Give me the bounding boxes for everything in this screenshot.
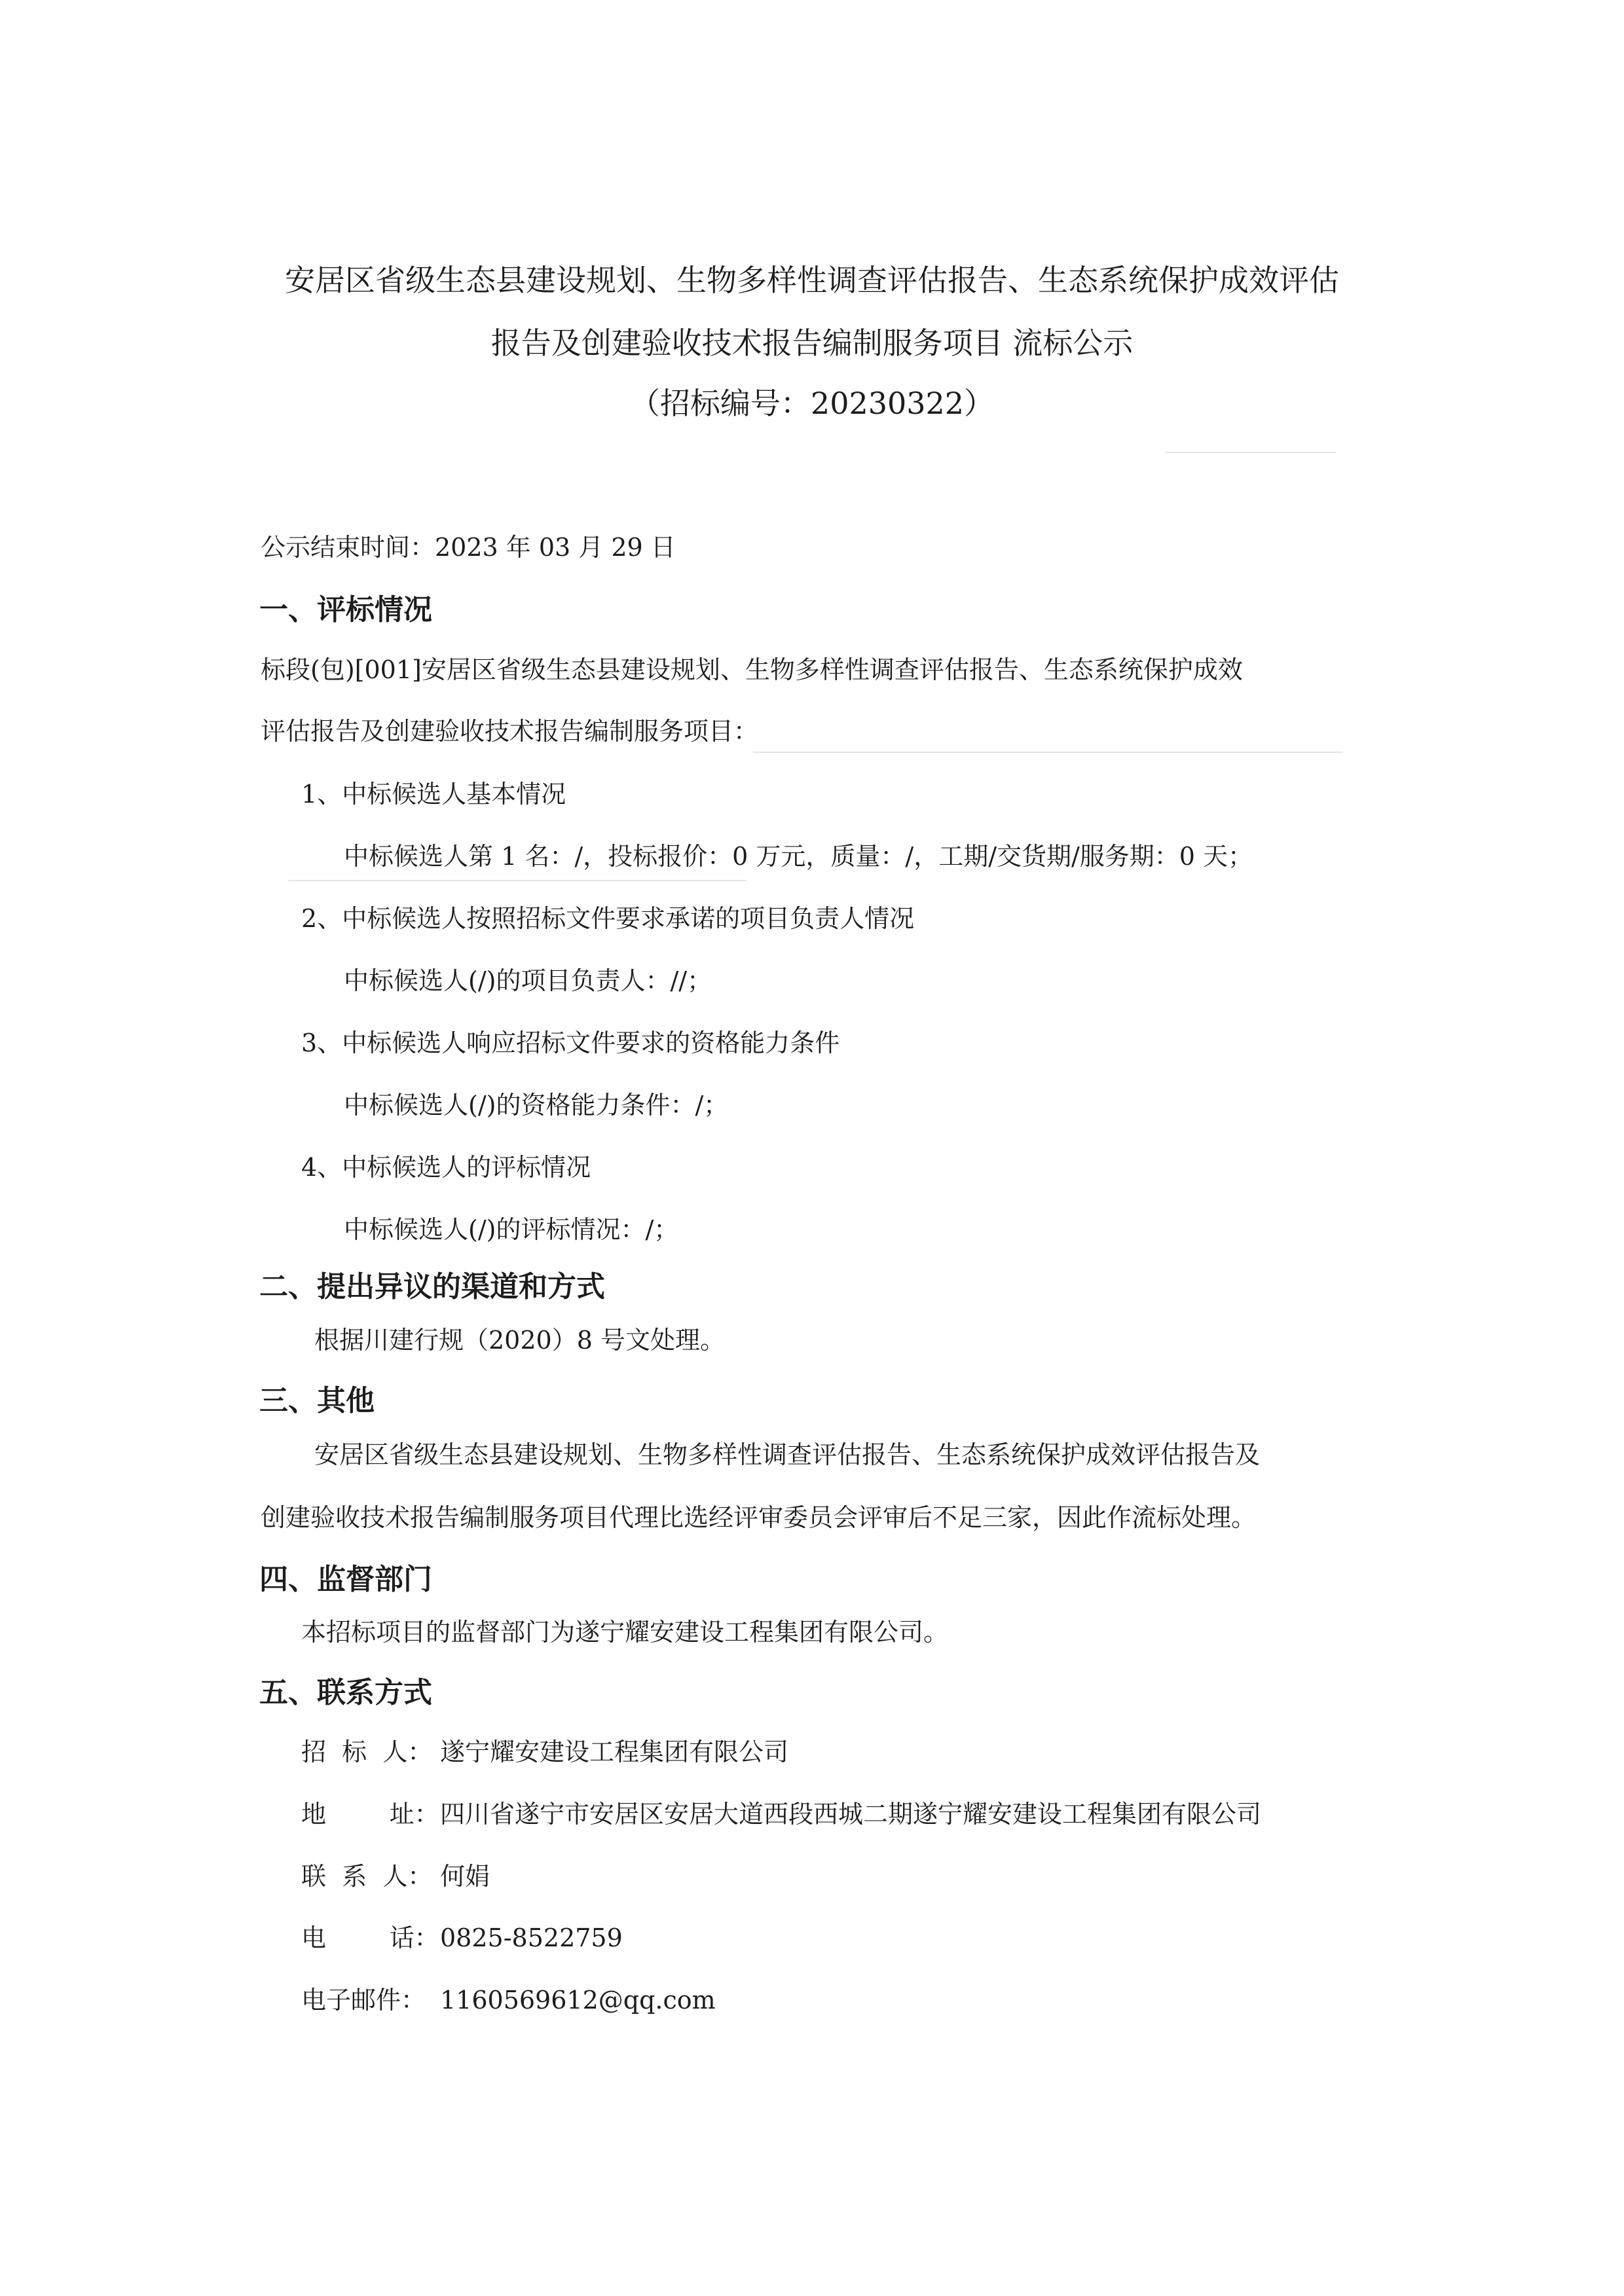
other-text-line-2: 创建验收技术报告编制服务项目代理比选经评审委员会评审后不足三家，因此作流标处理。 xyxy=(261,1503,1257,1532)
section-heading-objection: 二、提出异议的渠道和方式 xyxy=(259,1270,605,1303)
item-detail-3: 中标候选人(/)的资格能力条件：/； xyxy=(344,1091,729,1120)
contact-label-person: 联 系 人： xyxy=(301,1862,433,1891)
item-title-2: 2、中标候选人按照招标文件要求承诺的项目负责人情况 xyxy=(301,904,915,933)
contact-label-phone: 电 话： xyxy=(301,1923,439,1952)
contact-label-address: 地 址： xyxy=(301,1800,439,1829)
lot-description-line-2: 评估报告及创建验收技术报告编制服务项目： xyxy=(261,717,759,746)
section-heading-other: 三、其他 xyxy=(259,1384,375,1417)
item-detail-4: 中标候选人(/)的评标情况：/； xyxy=(344,1215,679,1244)
supervision-text: 本招标项目的监督部门为遂宁耀安建设工程集团有限公司。 xyxy=(301,1618,949,1647)
contact-row xyxy=(301,1736,788,1768)
contact-value-person: 何娟 xyxy=(440,1862,490,1891)
notice-end-time: 公示结束时间：2023 年 03 月 29 日 xyxy=(261,533,676,562)
document-title-line-1: 安居区省级生态县建设规划、生物多样性调查评估报告、生态系统保护成效评估 xyxy=(285,263,1339,298)
scan-artifact xyxy=(1166,452,1336,453)
lot-description-line-1: 标段(包)[001]安居区省级生态县建设规划、生物多样性调查评估报告、生态系统保护成效 xyxy=(261,655,1243,684)
document-title-line-2: 报告及创建验收技术报告编制服务项目 流标公示 xyxy=(490,325,1134,361)
item-title-3: 3、中标候选人响应招标文件要求的资格能力条件 xyxy=(301,1029,840,1057)
item-detail-1: 中标候选人第 1 名：/，投标报价：0 万元，质量：/，工期/交货期/服务期：0 天； xyxy=(344,842,1253,871)
contact-row xyxy=(301,1860,490,1893)
contact-row xyxy=(301,1984,716,2016)
contact-value-address: 四川省遂宁市安居区安居大道西段西城二期遂宁耀安建设工程集团有限公司 xyxy=(440,1800,1262,1829)
contact-value-email: 1160569612@qq.com xyxy=(440,1986,716,2014)
contact-row xyxy=(301,1922,623,1954)
item-title-4: 4、中标候选人的评标情况 xyxy=(301,1153,591,1182)
section-heading-evaluation: 一、评标情况 xyxy=(259,593,432,627)
document-bid-number: （招标编号：20230322） xyxy=(629,386,995,421)
contact-row xyxy=(301,1798,1261,1831)
scan-artifact xyxy=(753,752,1342,753)
contact-value-phone: 0825-8522759 xyxy=(440,1923,623,1952)
scan-artifact xyxy=(288,880,747,881)
other-text-line-1: 安居区省级生态县建设规划、生物多样性调查评估报告、生态系统保护成效评估报告及 xyxy=(314,1440,1261,1469)
section-heading-supervision: 四、监督部门 xyxy=(259,1563,432,1596)
contact-label-tenderer: 招 标 人： xyxy=(301,1738,433,1766)
item-title-1: 1、中标候选人基本情况 xyxy=(301,780,566,809)
contact-value-tenderer: 遂宁耀安建设工程集团有限公司 xyxy=(440,1738,789,1766)
item-detail-2: 中标候选人(/)的项目负责人：//； xyxy=(344,966,712,995)
contact-label-email: 电子邮件： xyxy=(301,1986,426,2014)
objection-text: 根据川建行规（2020）8 号文处理。 xyxy=(314,1326,725,1355)
section-heading-contact: 五、联系方式 xyxy=(259,1676,432,1709)
